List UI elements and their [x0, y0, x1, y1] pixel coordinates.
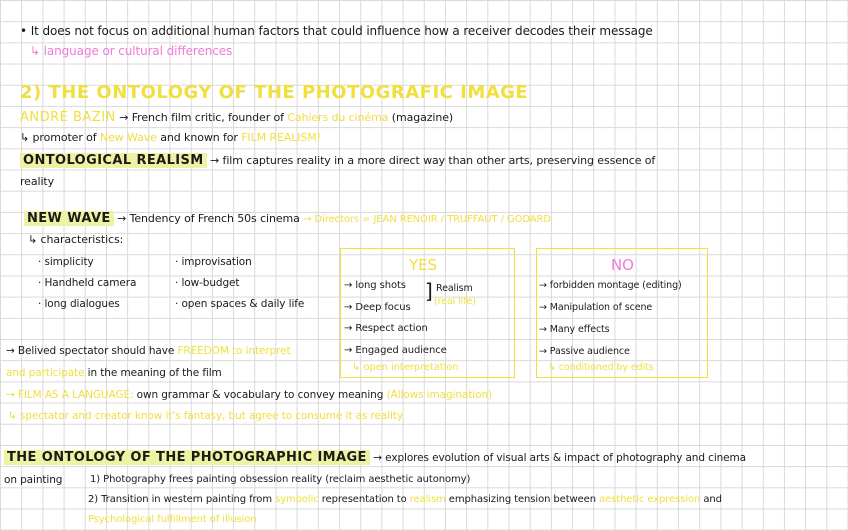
magazine-name: Cahiers du cinéma — [287, 111, 389, 124]
allows-imagination: (Allows imagination) — [386, 389, 492, 401]
no-many-effects: → Many effects — [539, 324, 610, 335]
bazin-desc: → French film critic, founder of — [119, 111, 284, 124]
ontological-line — [20, 153, 655, 168]
yes-engaged-audience: → Engaged audience — [344, 345, 447, 356]
on-painting: on painting — [4, 474, 63, 486]
bazin-line — [20, 110, 453, 125]
realism-label: Realism — [436, 283, 473, 294]
participate-text: and participate — [6, 367, 85, 379]
bazin-name: ANDRÉ BAZIN — [20, 110, 116, 125]
new-wave-def: → Tendency of French 50s cinema — [117, 212, 300, 225]
aesthetic-text: aesthetic expression — [599, 494, 701, 505]
open-interpretation: ↳ open interpretation — [352, 362, 459, 373]
promoter-label: ↳ promoter of — [20, 131, 97, 144]
char-improvisation: · improvisation — [175, 256, 252, 268]
point-2c: emphasizing tension between — [448, 494, 596, 505]
no-forbidden-montage: → forbidden montage (editing) — [539, 280, 682, 291]
believed-text: → Belived spectator should have — [6, 345, 175, 357]
real-life-label: (real life) — [434, 296, 476, 307]
psychological-fulfillment: Psychological fulfillment of illusion — [88, 514, 257, 525]
ontological-def-cont: reality — [20, 175, 55, 188]
ontological-def: → film captures reality in a more direct way than other arts, preserving essence of — [210, 154, 656, 167]
characteristics-label: ↳ characteristics: — [28, 233, 124, 246]
and-text: and — [703, 494, 722, 505]
point-2 — [88, 494, 722, 505]
bullet-limitation: • It does not focus on additional human factors that could influence how a receiver decodes their message — [20, 24, 653, 38]
participate-line — [6, 367, 222, 379]
yes-long-shots: → long shots — [344, 280, 406, 291]
promoter-line — [20, 131, 321, 144]
brace: ] — [425, 279, 433, 303]
new-wave-line — [24, 211, 551, 226]
film-language-line — [6, 389, 492, 401]
believed-line — [6, 345, 291, 357]
film-language-def: own grammar & vocabulary to convey meaning — [136, 389, 384, 401]
realism-text: realism — [409, 494, 446, 505]
no-manipulation: → Manipulation of scene — [539, 302, 653, 313]
char-low-budget: · low-budget — [175, 277, 240, 289]
yes-respect-action: → Respect action — [344, 323, 428, 334]
char-dialogues: · long dialogues — [38, 298, 120, 310]
conditioned-by-edits: ↳ conditioned by edits — [548, 362, 654, 373]
point-1: 1) Photography frees painting obsession reality (reclaim aesthetic autonomy) — [90, 474, 471, 485]
no-passive-audience: → Passive audience — [539, 346, 630, 357]
freedom-text: FREEDOM to interpret — [177, 345, 291, 357]
yes-title: YES — [409, 256, 437, 274]
new-wave-term: NEW WAVE — [24, 211, 114, 226]
ontological-term: ONTOLOGICAL REALISM — [20, 153, 207, 168]
char-handheld: · Handheld camera — [38, 277, 137, 289]
known-label: and known for — [160, 131, 238, 144]
new-wave-ref: New Wave — [99, 131, 157, 144]
point-2b: representation to — [321, 494, 407, 505]
point-2a: 2) Transition in western painting from — [88, 494, 272, 505]
char-simplicity: · simplicity — [38, 256, 94, 268]
magazine-label: (magazine) — [391, 111, 454, 124]
film-realism: FILM REALISM! — [241, 131, 321, 144]
ontology-line — [4, 450, 746, 465]
symbolic-text: symbolic — [275, 494, 319, 505]
section-title: 2) THE ONTOLOGY OF THE PHOTOGRAFIC IMAGE — [20, 82, 529, 103]
yes-deep-focus: → Deep focus — [344, 302, 411, 313]
directors: → Directors = JEAN RENOIR / TRUFFAUT / GODARD — [303, 214, 551, 225]
language-note: ↳ language or cultural differences — [30, 44, 233, 58]
spectator-creator: ↳ spectator and creator know it's fantasy, but agree to consume it as reality — [8, 410, 403, 422]
no-title: NO — [611, 256, 634, 274]
char-open-spaces: · open spaces & daily life — [175, 298, 305, 310]
meaning-text: in the meaning of the film — [87, 367, 222, 379]
ontology-def: → explores evolution of visual arts & impact of photography and cinema — [373, 452, 747, 464]
film-language-term: → FILM AS A LANGUAGE: — [6, 389, 134, 401]
ontology-term: THE ONTOLOGY OF THE PHOTOGRAPHIC IMAGE — [4, 450, 370, 465]
